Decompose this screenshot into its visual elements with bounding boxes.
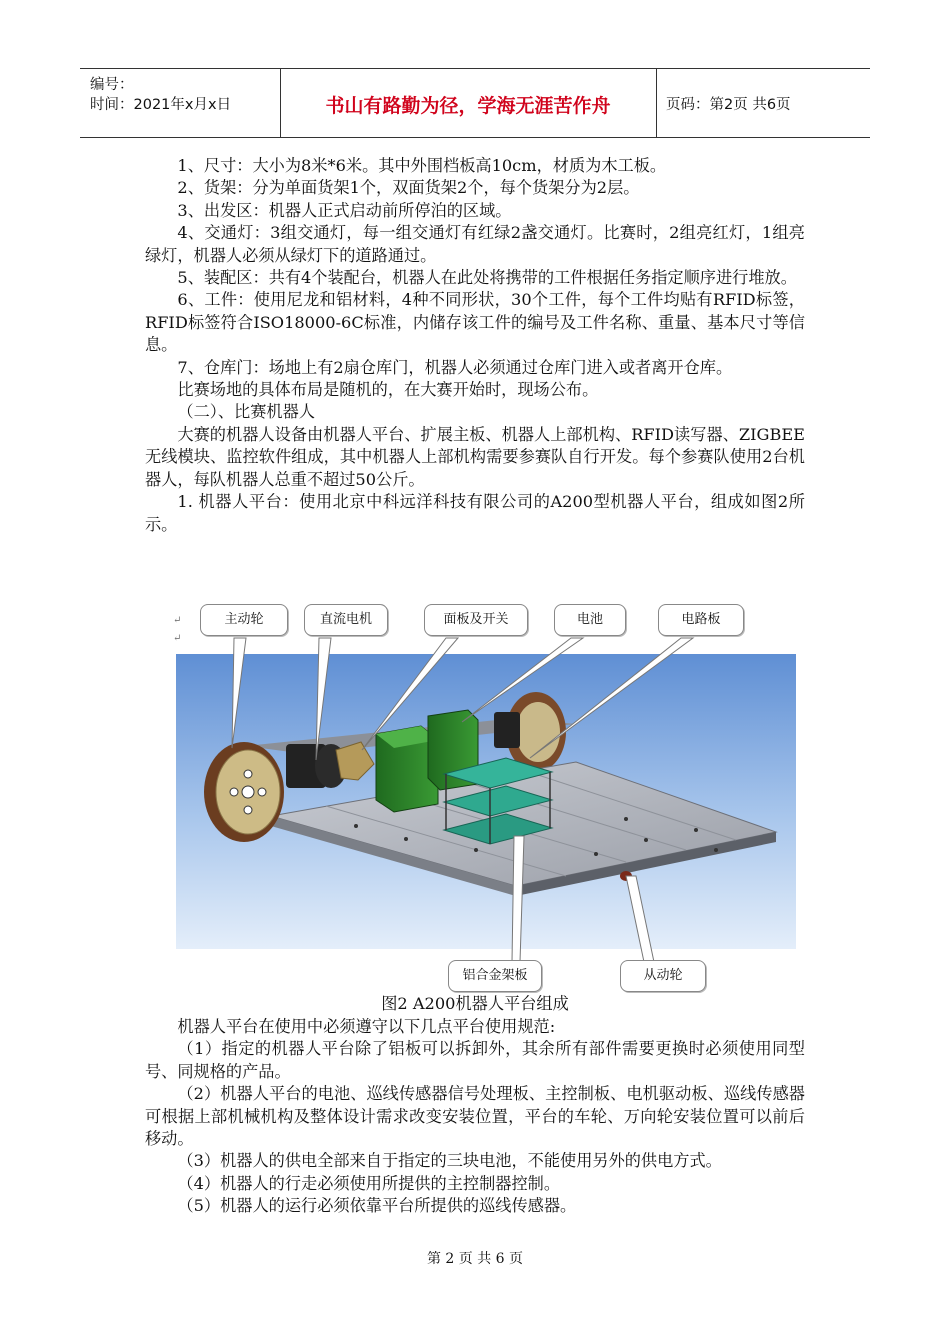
header-info-cell (80, 69, 281, 137)
figure-caption: 图2 A200机器人平台组成 (381, 994, 569, 1013)
callout-circuit-board: 电路板 (658, 604, 744, 636)
callout-dc-motor: 直流电机 (304, 604, 388, 636)
header-page-cell (656, 69, 870, 137)
callout-panel-switch: 面板及开关 (424, 604, 528, 636)
header-page-number: 页码：第2页 共6页 (666, 97, 791, 113)
section-heading: （二）、比赛机器人 (177, 402, 315, 422)
header-motto: 书山有路勤为径，学海无涯苦作舟 (325, 95, 611, 117)
paragraph: 机器人平台在使用中必须遵守以下几点平台使用规范: (177, 1017, 556, 1036)
paragraph: 5、装配区：共有4个装配台，机器人在此处将携带的工件根据任务指定顺序进行堆放。 (177, 268, 797, 288)
paragraph: （1）指定的机器人平台除了铝板可以拆卸外，其余所有部件需要更换时必须使用同型号、同规格的产品。 (145, 1039, 805, 1081)
callout-caster-wheel: 从动轮 (620, 960, 706, 992)
doc-date-label: 时间：2021年x月x日 (90, 97, 232, 113)
body-text-top (145, 155, 805, 536)
paragraph: 1、尺寸：大小为8米*6米。其中外围档板高10cm，材质为木工板。 (177, 156, 667, 175)
page-footer: 第 2 页 共 6 页 (426, 1251, 524, 1267)
robot-platform-illustration (176, 654, 796, 949)
body-text-bottom (145, 1016, 805, 1218)
paragraph: （4）机器人的行走必须使用所提供的主控制器控制。 (177, 1173, 561, 1193)
page-header (80, 68, 870, 138)
paragraph: 6、工件：使用尼龙和铝材料，4种不同形状，30个工件，每个工件均贴有RFID标签，RFID标签符合ISO18000-6C标准，内储存该工件的编号及工件名称、重量、基本尺寸等信息。 (145, 290, 805, 355)
paragraph: 1. 机器人平台：使用北京中科远洋科技有限公司的A200型机器人平台，组成如图2所示。 (145, 492, 805, 534)
paragraph: （3）机器人的供电全部来自于指定的三块电池，不能使用另外的供电方式。 (177, 1151, 722, 1171)
paragraph-marks: ↵ ↵ (173, 615, 182, 644)
paragraph: （2）机器人平台的电池、巡线传感器信号处理板、主控制板、电机驱动板、巡线传感器可根据上部机械机构及整体设计需求改变安装位置，平台的车轮、万向轮安装位置可以前后移动。 (145, 1084, 805, 1149)
header-motto-cell (280, 69, 657, 137)
callout-battery: 电池 (554, 604, 626, 636)
paragraph: 大赛的机器人设备由机器人平台、扩展主板、机器人上部机构、RFID读写器、ZIGBEE无线模块、监控软件组成，其中机器人上部机构需要参赛队自行开发。每个参赛队使用2台机器人，每队机器人总重不超过50公斤。 (145, 424, 805, 489)
callout-drive-wheel: 主动轮 (200, 604, 288, 636)
paragraph: （5）机器人的运行必须依靠平台所提供的巡线传感器。 (177, 1196, 577, 1216)
paragraph: 7、仓库门：场地上有2扇仓库门，机器人必须通过仓库门进入或者离开仓库。 (177, 357, 733, 377)
paragraph: 4、交通灯：3组交通灯，每一组交通灯有红绿2盏交通灯。比赛时，2组亮红灯，1组亮绿灯，机器人必须从绿灯下的道路通过。 (145, 223, 805, 265)
paragraph: 比赛场地的具体布局是随机的，在大赛开始时，现场公布。 (177, 380, 599, 400)
paragraph: 2、货架：分为单面货架1个，双面货架2个，每个货架分为2层。 (177, 178, 640, 198)
callout-aluminum-plate: 铝合金架板 (448, 960, 542, 992)
doc-number-label: 编号： (90, 77, 134, 93)
figure-robot-platform (176, 600, 796, 995)
paragraph: 3、出发区：机器人正式启动前所停泊的区域。 (177, 200, 512, 220)
